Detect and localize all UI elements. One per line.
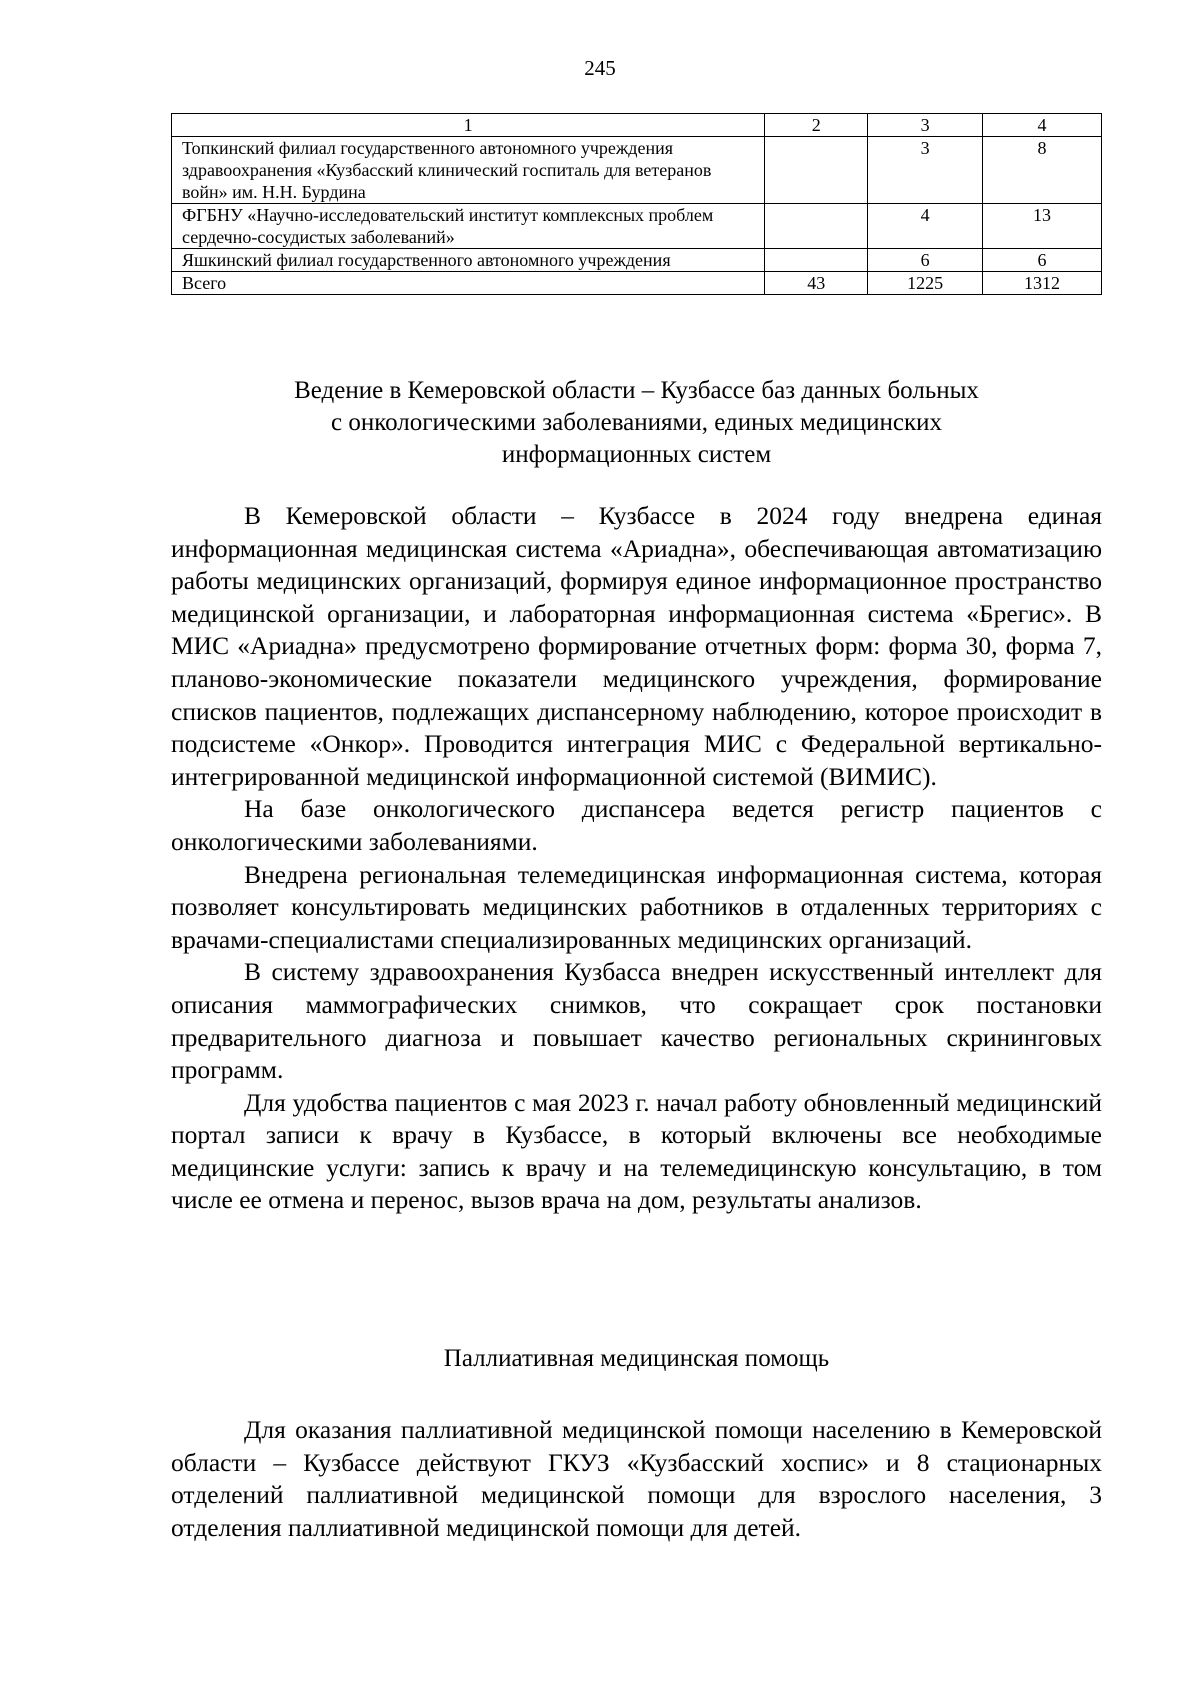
section-heading-palliative: Паллиативная медицинская помощь xyxy=(443,1345,830,1372)
table-cell xyxy=(765,204,868,249)
paragraph: В Кемеровской области – Кузбассе в 2024 году внедрена единая информационная медицинская система «Ариадна», обеспечивающая автоматизацию работы медицинских организаций, формируя единое информационное пространство медицинской организации, и лабораторная информационная система «Брегис». В МИС «Ариадна» предусмотрено формирование отчетных форм: форма 30, форма 7, планово-экономические показатели медицинского учреждения, формирование списков пациентов, подлежащих диспансерному наблюдению, которое происходит в подсистеме «Онкор». Проводится интеграция МИС с Федеральной вертикально-интегрированной медицинской информационной системой (ВИМИС). xyxy=(171,501,1102,791)
page-number: 245 xyxy=(584,56,616,80)
data-table xyxy=(171,113,1102,295)
table-cell: 1225 xyxy=(868,272,983,295)
table-cell: 6 xyxy=(983,249,1102,272)
table-cell: 1312 xyxy=(983,272,1102,295)
table-row xyxy=(172,204,1102,249)
paragraph: На базе онкологического диспансера ведется регистр пациентов с онкологическими заболеваниями. xyxy=(171,794,1102,856)
table-cell: 4 xyxy=(868,204,983,249)
table-cell: 13 xyxy=(983,204,1102,249)
heading-line: информационных систем xyxy=(501,441,772,468)
table-header-cell: 4 xyxy=(983,114,1102,137)
heading-line: Ведение в Кемеровской области – Кузбассе баз данных больных xyxy=(294,377,979,404)
table-cell xyxy=(765,137,868,204)
paragraph: Внедрена региональная телемедицинская информационная система, которая позволяет консультировать медицинских работников в отдаленных территориях с врачами-специалистами специализированных медицинских организаций. xyxy=(171,859,1102,954)
paragraph: Для оказания паллиативной медицинской помощи населению в Кемеровской области – Кузбассе действуют ГКУЗ «Кузбасский хоспис» и 8 стационарных отделений паллиативной медицинской помощи для взрослого населения, 3 отделения паллиативной медицинской помощи для детей. xyxy=(171,1415,1102,1542)
paragraph: Для удобства пациентов с мая 2023 г. начал работу обновленный медицинский портал записи к врачу в Кузбассе, в который включены все необходимые медицинские услуги: запись к врачу и на телемедицинскую консультацию, в том числе ее отмена и перенос, вызов врача на дом, результаты анализов. xyxy=(171,1087,1102,1215)
table-cell: 43 xyxy=(765,272,868,295)
table-cell-name: Топкинский филиал государственного автономного учреждения здравоохранения «Кузбасский клинический госпиталь для ветеранов войн» им. Н.Н. Бурдина xyxy=(172,137,765,204)
table-header-row xyxy=(172,114,1102,137)
heading-line: с онкологическими заболеваниями, единых медицинских xyxy=(331,409,942,436)
table-row xyxy=(172,249,1102,272)
table-cell-name: ФГБНУ «Научно-исследовательский институт комплексных проблем сердечно-сосудистых заболеваний» xyxy=(172,204,765,249)
table-cell-name: Всего xyxy=(172,272,765,295)
table-total-row xyxy=(172,272,1102,295)
paragraph: В систему здравоохранения Кузбасса внедрен искусственный интеллект для описания маммографических снимков, что сокращает срок постановки предварительного диагноза и повышает качество региональных скрининговых программ. xyxy=(171,957,1102,1085)
section-body-databases xyxy=(171,500,1102,1217)
table-cell: 8 xyxy=(983,137,1102,204)
table-header-cell: 1 xyxy=(172,114,765,137)
table-row xyxy=(172,137,1102,204)
table-header-cell: 3 xyxy=(868,114,983,137)
section-body-palliative xyxy=(171,1414,1102,1544)
table-cell-name: Яшкинский филиал государственного автономного учреждения xyxy=(172,249,765,272)
table-cell: 6 xyxy=(868,249,983,272)
table-cell xyxy=(765,249,868,272)
table-cell: 3 xyxy=(868,137,983,204)
table-header-cell: 2 xyxy=(765,114,868,137)
section-heading-databases xyxy=(171,375,1102,471)
